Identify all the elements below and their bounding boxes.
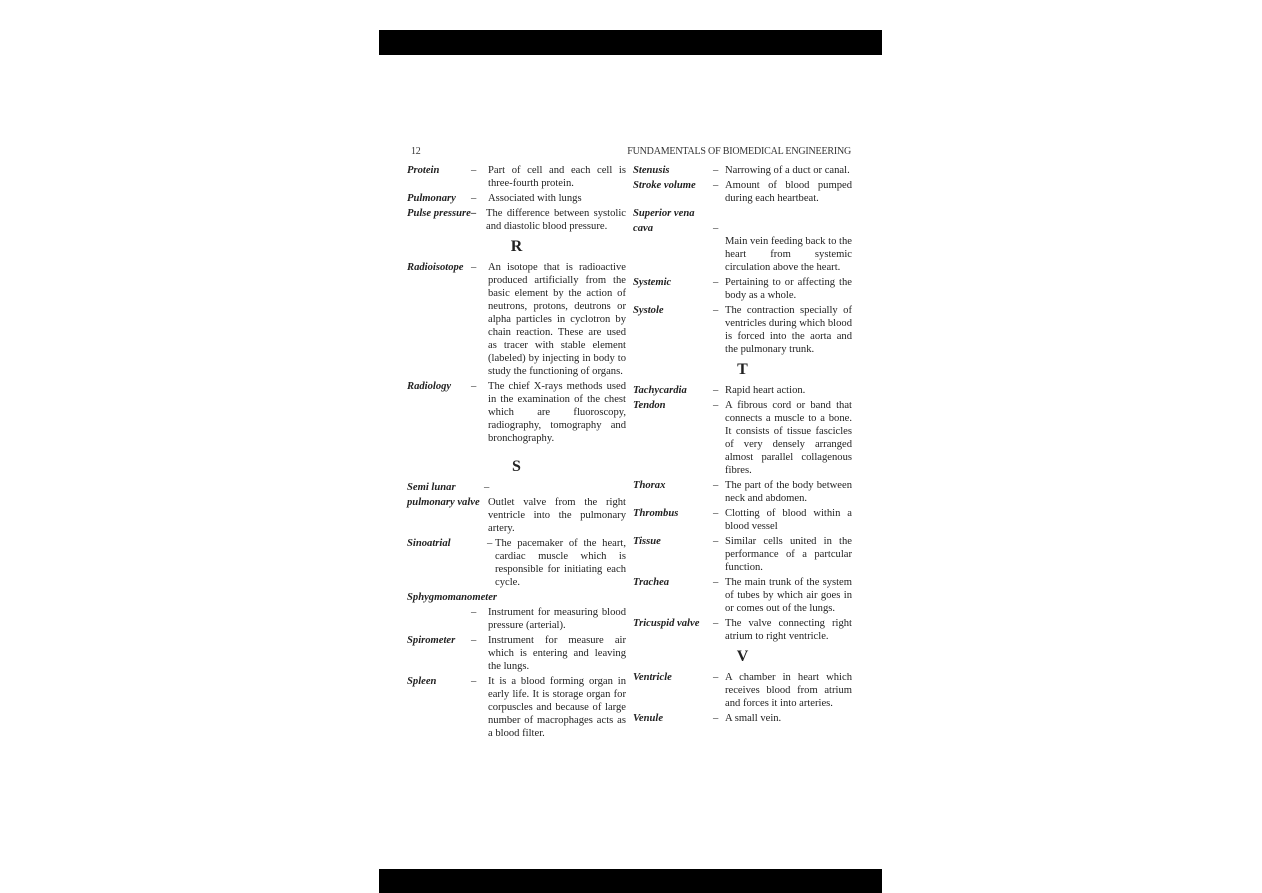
- definition: Similar cells united in the performance of a partcular function.: [725, 536, 852, 573]
- dash: –: [713, 713, 719, 724]
- dash: –: [713, 577, 719, 588]
- term: Tendon: [633, 400, 666, 411]
- glossary-entry-tissue: [633, 535, 852, 574]
- term: Ventricle: [633, 672, 672, 683]
- section-letter-s: S: [512, 458, 521, 475]
- dash: –: [713, 508, 719, 519]
- term: Sphygmomanometer: [407, 592, 498, 603]
- term: Venule: [633, 713, 664, 724]
- definition: The valve connecting right atrium to right ventricle.: [725, 618, 852, 642]
- dash: –: [471, 676, 477, 687]
- dash: –: [713, 165, 719, 176]
- dash: –: [484, 482, 490, 493]
- right-column: [633, 164, 852, 727]
- term-line-1: Semi lunar: [407, 482, 456, 493]
- term: Radiology: [407, 381, 452, 392]
- glossary-entry-tendon: [633, 399, 852, 477]
- dash: –: [713, 672, 719, 683]
- glossary-entry-trachea: [633, 576, 852, 615]
- running-head: [411, 146, 851, 160]
- glossary-entry-thrombus: [633, 507, 852, 533]
- page-number: 12: [411, 146, 421, 157]
- term: Systole: [633, 305, 664, 316]
- glossary-entry-tricuspid-valve: [633, 617, 852, 643]
- term: Radioisotope: [407, 262, 464, 273]
- definition: The chief X-rays methods used in the examination of the chest which are fluoroscopy, radiography, tomography and bronchography.: [488, 381, 626, 444]
- term: Thrombus: [633, 508, 679, 519]
- glossary-entry-radiology: [407, 380, 626, 445]
- dash: –: [713, 277, 719, 288]
- glossary-entry-ventricle: [633, 671, 852, 710]
- glossary-entry-systemic: [633, 276, 852, 302]
- term: Tissue: [633, 536, 661, 547]
- definition: A small vein.: [725, 713, 782, 724]
- term: Trachea: [633, 577, 670, 588]
- book-page: [379, 55, 882, 869]
- definition: It is a blood forming organ in early life. It is storage organ for corpuscles and because of large number of macrophages acts as a blood filter.: [488, 676, 626, 739]
- dash: –: [713, 305, 719, 316]
- dash: –: [713, 400, 719, 411]
- term-line-2: cava: [633, 223, 653, 234]
- glossary-entry-tachycardia: [633, 384, 852, 397]
- glossary-entry-stenusis: [633, 164, 852, 177]
- dash: –: [713, 385, 719, 396]
- section-letter-r: R: [510, 238, 523, 255]
- glossary-entry-spleen: [407, 675, 626, 740]
- term: Sinoatrial: [407, 538, 451, 549]
- top-black-bar: [379, 30, 882, 55]
- dash: –: [471, 635, 477, 646]
- dash: –: [713, 223, 719, 234]
- glossary-entry-protein: [407, 164, 626, 190]
- definition: The contraction specially of ventricles during which blood is forced into the aorta and the pulmonary trunk.: [725, 305, 852, 355]
- definition: Instrument for measure air which is entering and leaving the lungs.: [488, 635, 626, 672]
- definition: Rapid heart action.: [725, 385, 806, 396]
- term: Stroke volume: [633, 180, 696, 191]
- term: Thorax: [633, 480, 666, 491]
- definition: Clotting of blood within a blood vessel: [725, 508, 852, 532]
- glossary-entry-stroke-volume: [633, 179, 852, 205]
- section-letter-t: T: [737, 361, 748, 378]
- definition: The part of the body between neck and abdomen.: [725, 480, 852, 504]
- definition: Main vein feeding back to the heart from systemic circulation above the heart.: [725, 236, 852, 273]
- definition: Outlet valve from the right ventricle into the pulmonary artery.: [488, 497, 626, 534]
- glossary-entry-pulse-pressure: [407, 207, 626, 233]
- definition: The main trunk of the system of tubes by which air goes in or comes out of the lungs.: [725, 577, 852, 614]
- glossary-entry-thorax: [633, 479, 852, 505]
- definition: Pertaining to or affecting the body as a whole.: [725, 277, 852, 301]
- dash: –: [713, 480, 719, 491]
- bottom-black-bar: [379, 869, 882, 893]
- glossary-entry-radioisotope: [407, 261, 626, 378]
- definition: The pacemaker of the heart, cardiac muscle which is responsible for initiating each cycle.: [495, 538, 626, 588]
- term-line-1: Superior vena: [633, 208, 695, 219]
- term: Stenusis: [633, 165, 670, 176]
- term: Systemic: [633, 277, 672, 288]
- term: Tricuspid valve: [633, 618, 700, 629]
- dash: –: [471, 607, 477, 618]
- definition: Part of cell and each cell is three-fourth protein.: [488, 165, 626, 189]
- dash: –: [713, 536, 719, 547]
- definition: Associated with lungs: [488, 193, 582, 204]
- glossary-entry-spirometer: [407, 634, 626, 673]
- term: Tachycardia: [633, 385, 687, 396]
- dash: –: [471, 165, 477, 176]
- dash: –: [713, 618, 719, 629]
- definition: A chamber in heart which receives blood from atrium and forces it into arteries.: [725, 672, 852, 709]
- dash: –: [471, 381, 477, 392]
- glossary-entry-systole: [633, 304, 852, 356]
- section-letter-v: V: [736, 648, 749, 665]
- definition: Instrument for measuring blood pressure (arterial).: [488, 607, 626, 631]
- term: Pulmonary: [407, 193, 456, 204]
- term: Spleen: [407, 676, 437, 687]
- term: Pulse pressure–: [407, 208, 477, 219]
- definition: The difference between systolic and diastolic blood pressure.: [486, 208, 626, 232]
- glossary-entry-pulmonary: [407, 192, 626, 205]
- left-column: [407, 164, 626, 742]
- dash: –: [471, 262, 477, 273]
- dash: –: [471, 193, 477, 204]
- glossary-entry-sinoatrial: [407, 537, 626, 589]
- glossary-entry-superior-vena-cava: [633, 207, 852, 274]
- definition: Amount of blood pumped during each heartbeat.: [725, 180, 852, 204]
- dash: –: [487, 538, 493, 549]
- running-title: FUNDAMENTALS OF BIOMEDICAL ENGINEERING: [627, 146, 851, 157]
- glossary-entry-sphygmomanometer: [407, 591, 626, 632]
- glossary-entry-semilunar: [407, 481, 626, 535]
- definition: A fibrous cord or band that connects a muscle to a bone. It consists of tissue fascicles of very densely arranged almost parallel collagenous fibres.: [725, 400, 852, 476]
- term: Protein: [407, 165, 440, 176]
- term-line-2: pulmonary valve: [407, 497, 480, 508]
- glossary-entry-venule: [633, 712, 852, 725]
- definition: Narrowing of a duct or canal.: [725, 165, 850, 176]
- dash: –: [713, 180, 719, 191]
- term: Spirometer: [407, 635, 456, 646]
- definition: An isotope that is radioactive produced artificially from the basic element by the action of neutrons, protons, deutrons or alpha particles in cyclotron by chain reaction. These are used as tracer with stable element (labeled) by injecting in body to study the functioning of organs.: [488, 262, 626, 377]
